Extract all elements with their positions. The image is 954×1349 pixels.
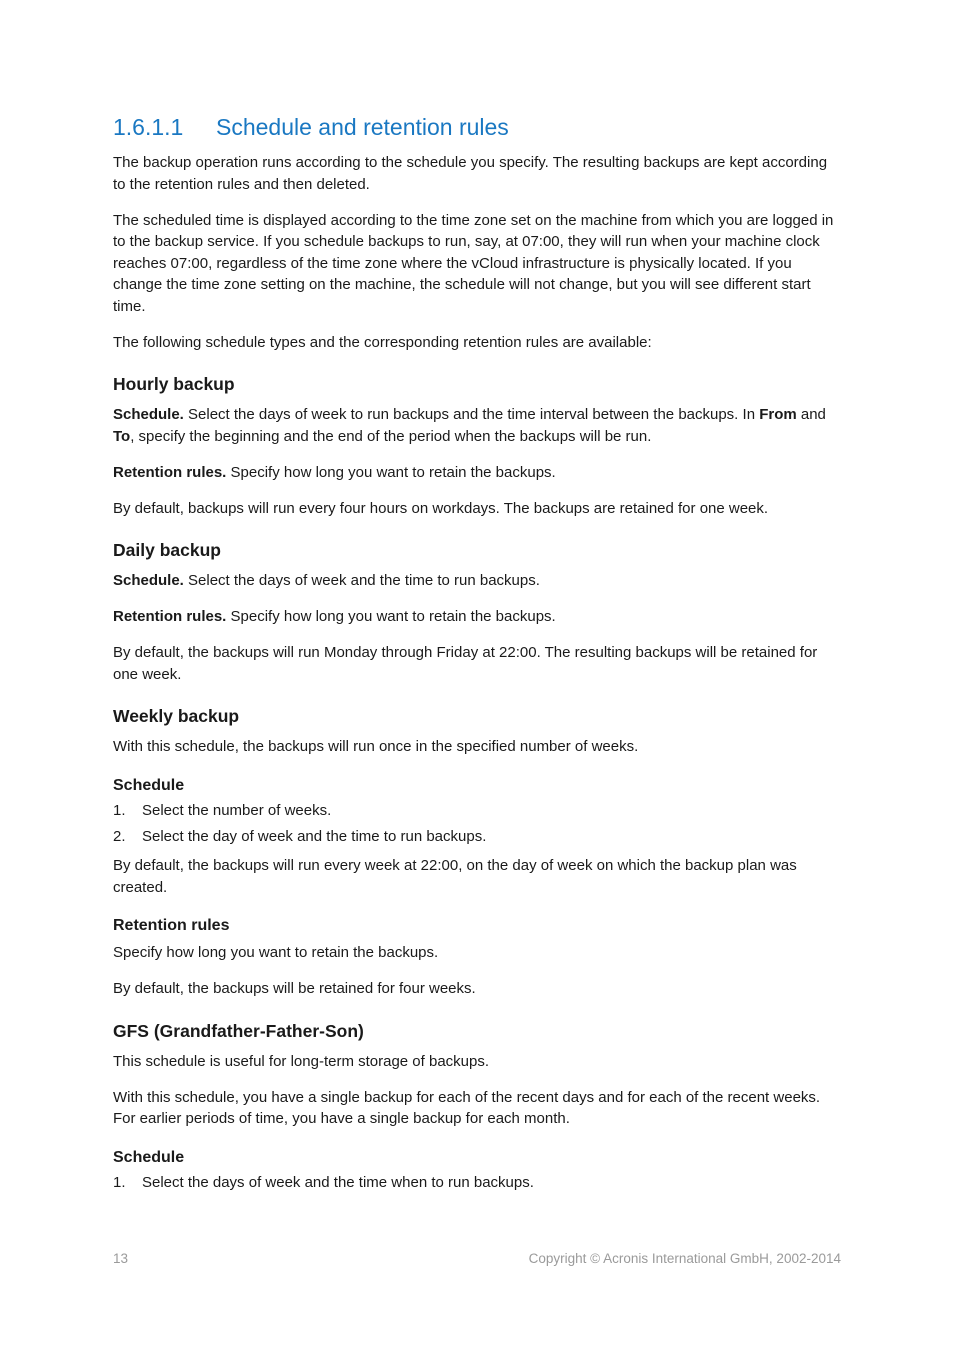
section-title: Schedule and retention rules — [216, 114, 509, 140]
daily-heading: Daily backup — [113, 540, 221, 560]
section-heading — [113, 112, 841, 142]
hourly-default-paragraph: By default, backups will run every four hours on workdays. The backups are retained for one week. — [113, 499, 769, 517]
weekly-heading: Weekly backup — [113, 706, 240, 726]
hourly-retention-paragraph: Retention rules. Specify how long you want to retain the backups. — [113, 463, 556, 481]
copyright-text: Copyright © Acronis International GmbH, 2002-2014 — [528, 1251, 841, 1266]
document-page — [113, 112, 841, 1201]
gfs-schedule-heading: Schedule — [113, 1148, 185, 1166]
hourly-schedule-paragraph: Schedule. Select the days of week to run backups and the time interval between the backups. In From and To, specify the beginning and the end of the period when the backups will be run. — [113, 406, 826, 445]
intro-paragraph-3: The following schedule types and the corresponding retention rules are available: — [113, 333, 652, 351]
daily-schedule-paragraph: Schedule. Select the days of week and the time to run backups. — [113, 572, 540, 589]
gfs-heading: GFS (Grandfather-Father-Son) — [113, 1020, 364, 1041]
gfs-steps-list — [113, 1172, 841, 1194]
weekly-intro: With this schedule, the backups will run once in the specified number of weeks. — [113, 738, 639, 755]
weekly-steps-list — [113, 800, 841, 848]
list-item: 1. Select the days of week and the time when to run backups. — [113, 1173, 534, 1191]
intro-paragraph-1: The backup operation runs according to the schedule you specify. The resulting backups are kept according to the retention rules and then deleted. — [113, 154, 828, 193]
daily-default-paragraph: By default, the backups will run Monday through Friday at 22:00. The resulting backups will be retained for one week. — [113, 644, 818, 683]
section-number: 1.6.1.1 — [113, 114, 184, 140]
weekly-schedule-heading: Schedule — [113, 776, 185, 794]
intro-paragraph-2: The scheduled time is displayed according to the time zone set on the machine from which you are logged in to the backup service. If you schedule backups to run, say, at 07:00, they will run when your machine clock reaches 07:00, regardless of the time zone where the vCloud infrastructure is physically located. If you change the time zone setting on the machine, the schedule will not change, but you will see different start time. — [113, 211, 834, 315]
page-number: 13 — [113, 1251, 129, 1266]
daily-retention-paragraph: Retention rules. Specify how long you want to retain the backups. — [113, 608, 556, 625]
page-footer — [113, 1251, 841, 1266]
weekly-schedule-default: By default, the backups will run every week at 22:00, on the day of week on which the backup plan was created. — [113, 857, 797, 896]
list-item: 2. Select the day of week and the time to run backups. — [113, 827, 487, 845]
weekly-retention-heading: Retention rules — [113, 917, 230, 934]
weekly-retention-text: Specify how long you want to retain the backups. — [113, 944, 439, 961]
list-item: 1. Select the number of weeks. — [113, 801, 332, 819]
gfs-intro-1: This schedule is useful for long-term storage of backups. — [113, 1052, 490, 1070]
hourly-schedule-label: Schedule. — [113, 406, 184, 423]
gfs-intro-2: With this schedule, you have a single backup for each of the recent days and for each of the recent weeks. For earlier periods of time, you have a single backup for each month. — [113, 1088, 821, 1127]
weekly-retention-default: By default, the backups will be retained for four weeks. — [113, 980, 476, 997]
hourly-heading: Hourly backup — [113, 374, 235, 394]
